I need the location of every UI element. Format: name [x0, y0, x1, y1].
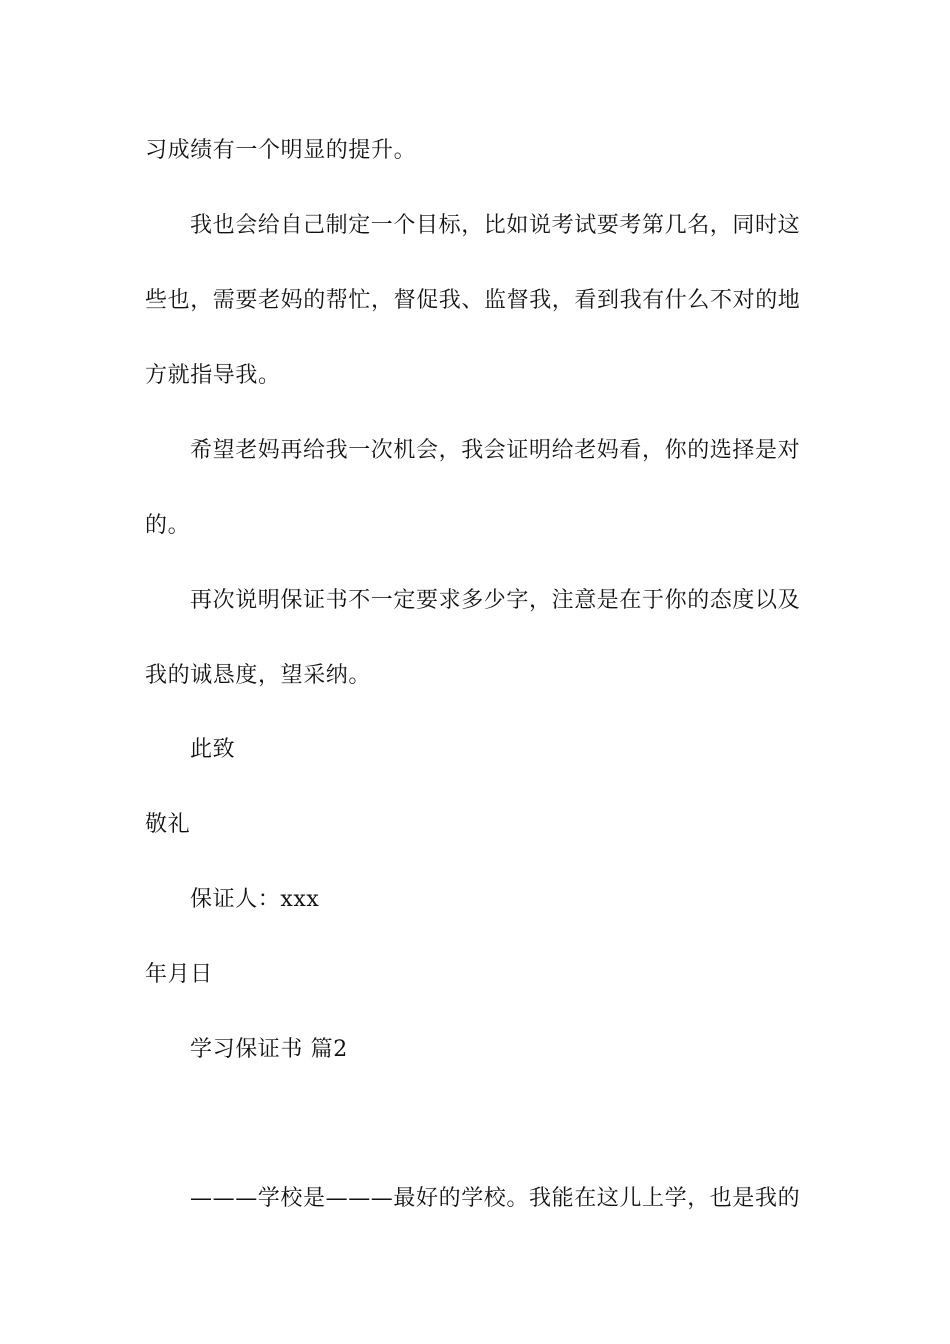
date-line: 年月日 [145, 962, 213, 987]
paragraph-line: 再次说明保证书不一定要求多少字，注意是在于你的态度以及 [190, 588, 801, 613]
paragraph-line: ———学校是———最好的学校。我能在这儿上学，也是我的 [190, 1186, 801, 1211]
paragraph-line: 我的诚恳度，望采纳。 [145, 663, 372, 688]
paragraph-line: 的。 [145, 513, 191, 538]
guarantor-signature: 保证人：xxx [190, 887, 320, 912]
paragraph-line: 希望老妈再给我一次机会，我会证明给老妈看，你的选择是对 [190, 438, 801, 463]
closing-regards: 敬礼 [145, 812, 191, 837]
paragraph-line: 习成绩有一个明显的提升。 [145, 138, 417, 163]
paragraph-line: 我也会给自己制定一个目标，比如说考试要考第几名，同时这 [190, 213, 801, 238]
closing-salutation: 此致 [190, 737, 236, 762]
paragraph-line: 方就指导我。 [145, 363, 281, 388]
paragraph-line: 些也，需要老妈的帮忙，督促我、监督我，看到我有什么不对的地 [145, 288, 801, 313]
section-heading: 学习保证书 篇2 [190, 1037, 348, 1062]
